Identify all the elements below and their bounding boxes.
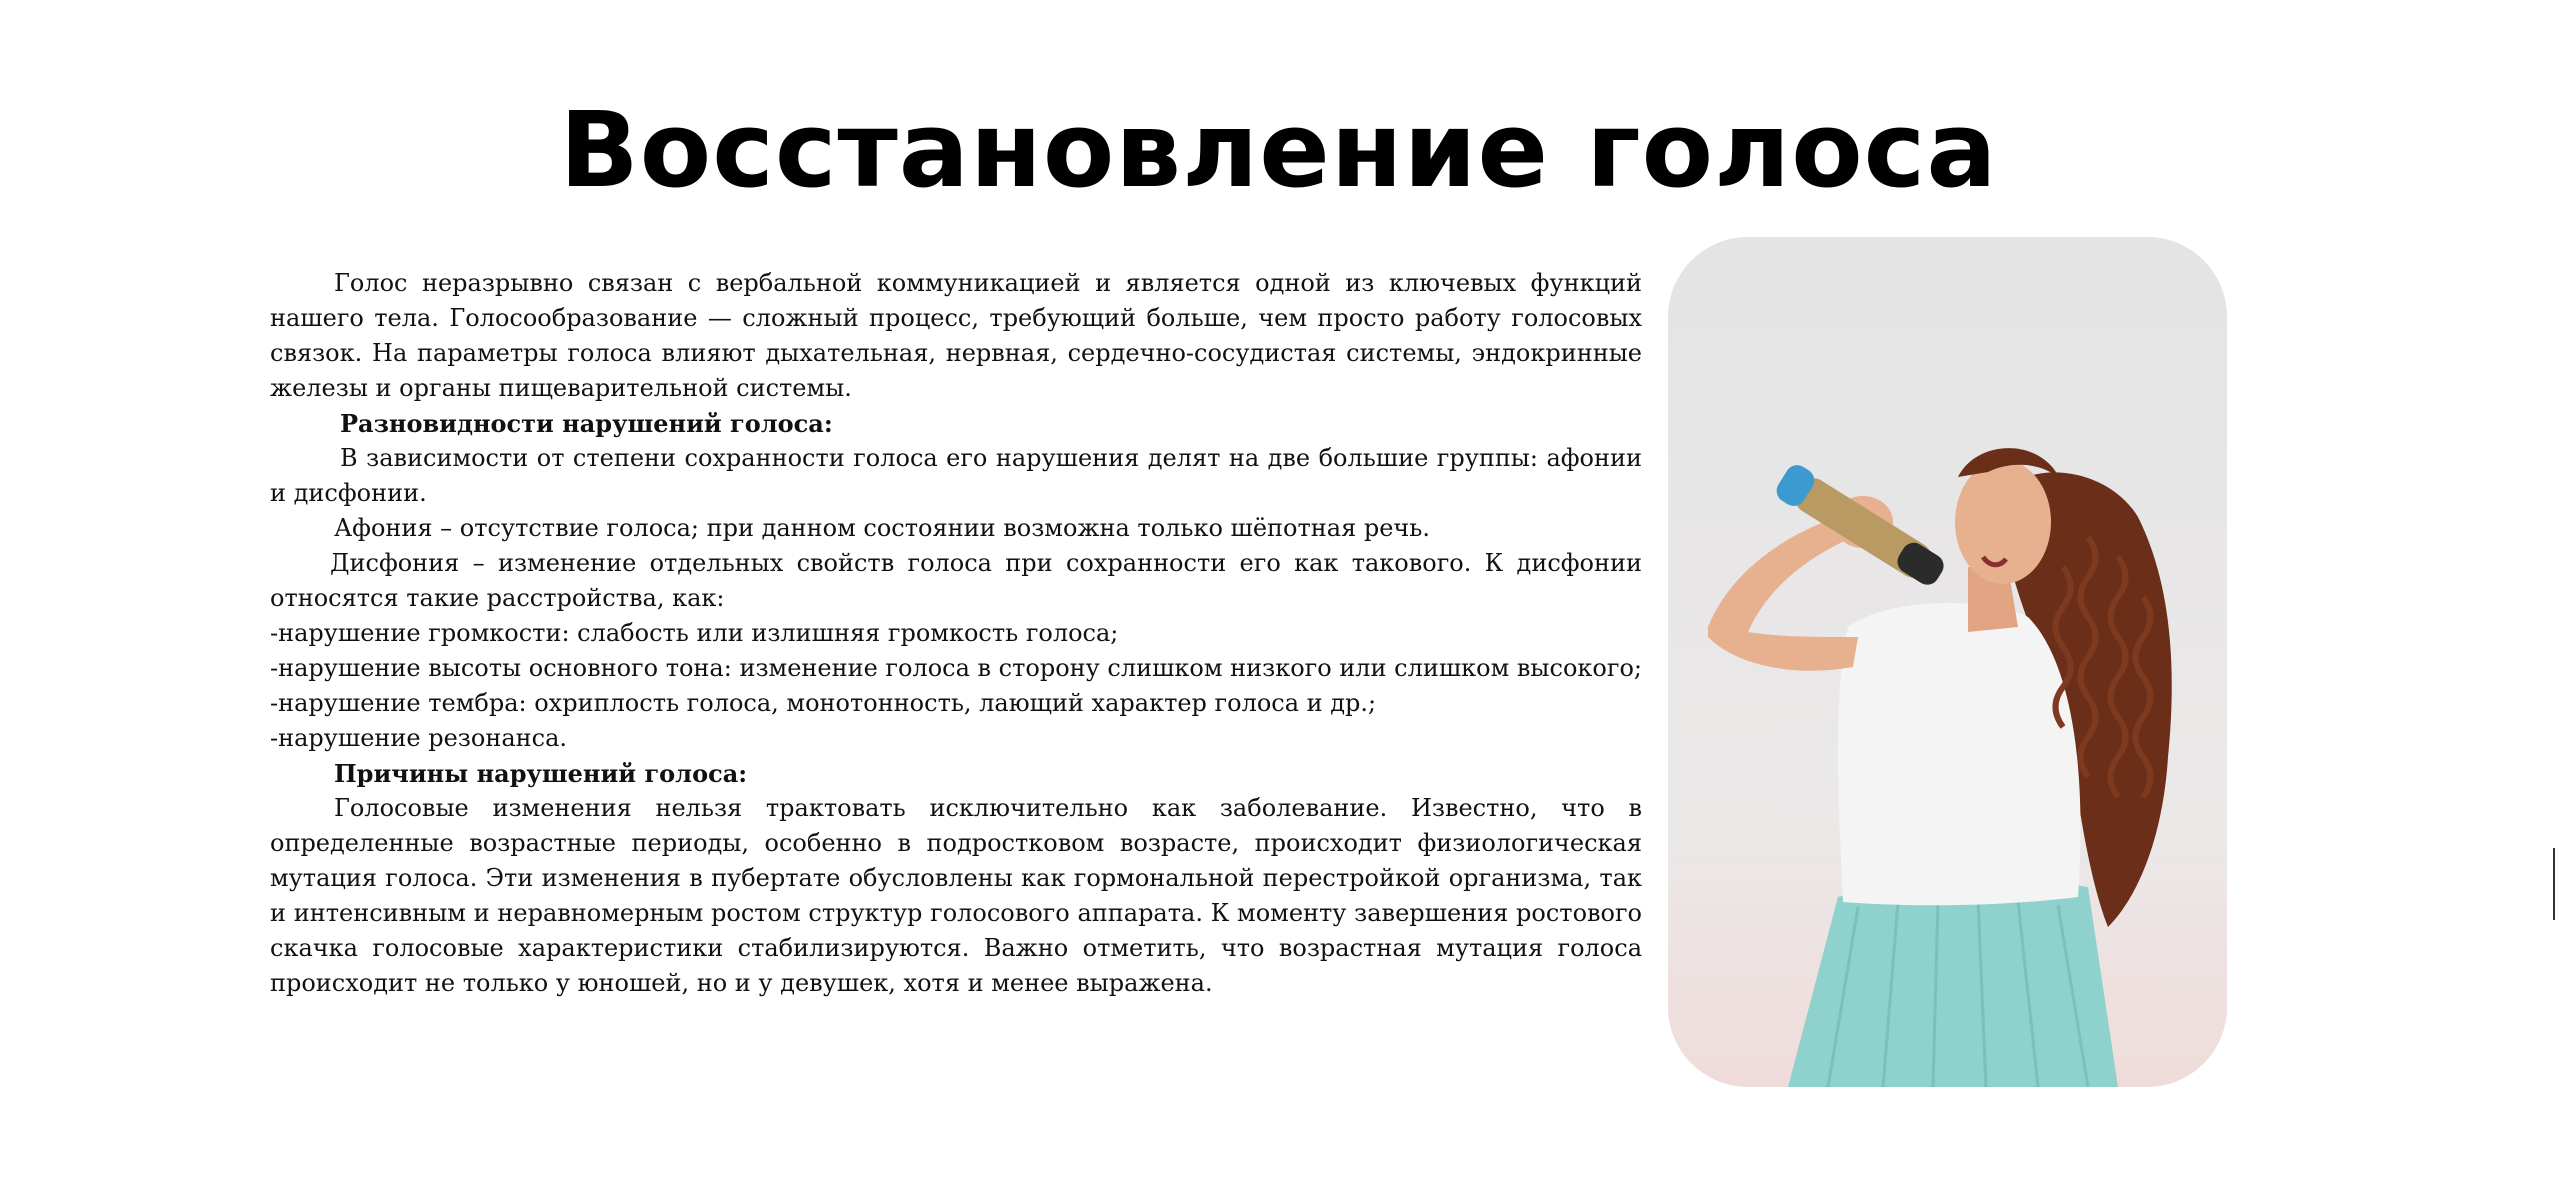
scrollbar-thumb[interactable] (2553, 848, 2555, 920)
heading-voice-disorder-causes: Причины нарушений голоса: (334, 759, 748, 788)
list-item: -нарушение громкости: слабость или излишняя громкость голоса; (270, 619, 1119, 647)
dysphonia-paragraph: Дисфония – изменение отдельных свойств голоса при сохранности его как такового. К дисфонии относятся такие расстройства, как: (270, 549, 1642, 612)
singer-illustration (1668, 237, 2227, 1087)
intro-paragraph: Голос неразрывно связан с вербальной коммуникацией и является одной из ключевых функций нашего тела. Голосообразование — сложный процесс, требующий больше, чем просто работу голосовых связок. На параметры голоса влияют дыхательная, нервная, сердечно-сосудистая системы, эндокринные железы и органы пищеварительной системы. (270, 269, 1642, 402)
page-title: Восстановление голоса (559, 89, 1998, 211)
list-item: -нарушение высоты основного тона: изменение голоса в сторону слишком низкого или слишком высокого; (270, 654, 1642, 682)
singer-photo (1668, 237, 2227, 1087)
causes-paragraph: Голосовые изменения нельзя трактовать исключительно как заболевание. Известно, что в определенные возрастные периоды, особенно в подростковом возрасте, происходит физиологическая мутация голоса. Эти изменения в пубертате обусловлены как гормональной перестройкой организма, так и интенсивным и неравномерным ростом структур голосового аппарата. К моменту завершения ростового скачка голосовые характеристики стабилизируются. Важно отметить, что возрастная мутация голоса происходит не только у юношей, но и у девушек, хотя и менее выражена. (270, 794, 1642, 997)
heading-voice-disorder-types: Разновидности нарушений голоса: (340, 409, 833, 438)
article-body (270, 266, 1642, 1001)
skirt (1788, 880, 2118, 1087)
list-item: -нарушение резонанса. (270, 724, 568, 752)
aphonia-paragraph: Афония – отсутствие голоса; при данном состоянии возможна только шёпотная речь. (334, 514, 1430, 542)
types-paragraph: В зависимости от степени сохранности голоса его нарушения делят на две большие группы: афонии и дисфонии. (270, 444, 1642, 507)
shirt (1838, 603, 2081, 905)
list-item: -нарушение тембра: охриплость голоса, монотонность, лающий характер голоса и др.; (270, 689, 1377, 717)
face (1955, 460, 2051, 584)
